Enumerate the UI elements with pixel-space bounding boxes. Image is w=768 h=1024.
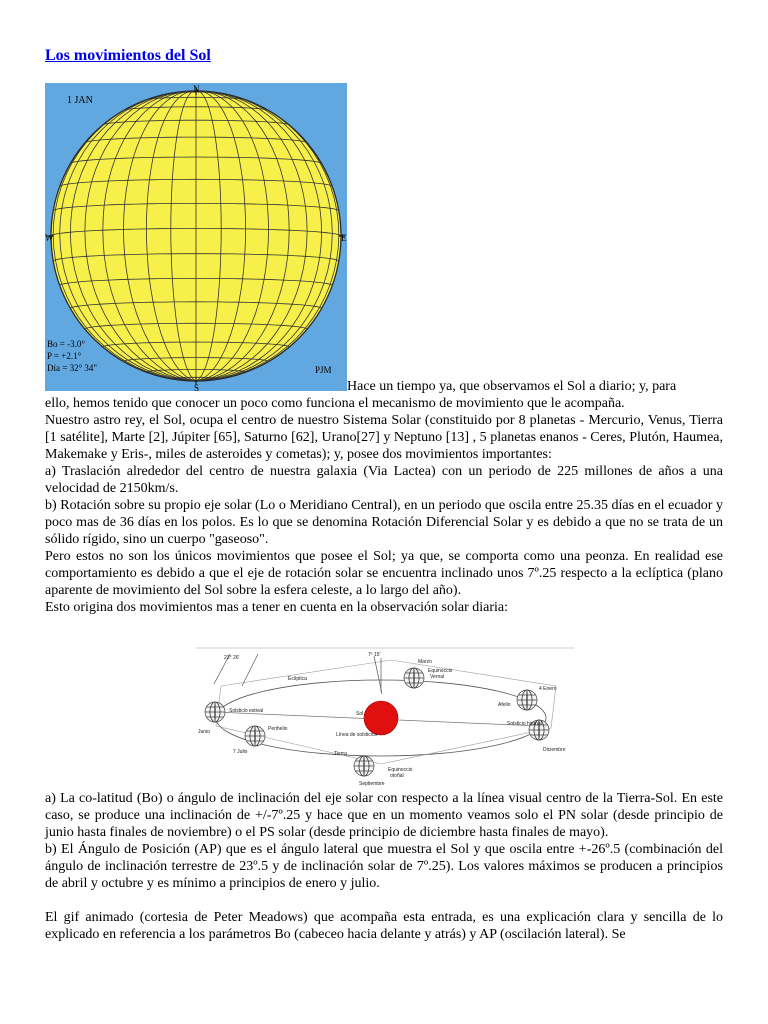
north-label: N <box>193 84 200 94</box>
autumn-equinox-label-1: Equinoccio <box>388 767 413 773</box>
july-label: 7 Julio <box>233 749 248 755</box>
paragraph: ello, hemos tenido que conocer un poco como funciona el mecanismo de movimiento que le acompaña. <box>45 396 625 411</box>
aphelion-label: Afelio <box>498 702 511 708</box>
winter-solstice-label: Solsticio hiemal <box>507 721 542 727</box>
sun-circle <box>364 701 398 735</box>
paragraph: b) Rotación sobre su propio eje solar (Lo o Meridiano Central), en un periodo que oscila entre 25.35 días en el ecuador y poco mas de 36 días en los polos. Es lo que se denomina Rotación Diferencial Solar y es debido a que no se trata de un sólido rígido, sino un cuerpo "gaseoso". <box>45 498 723 547</box>
earth-label: Tierra <box>334 751 347 757</box>
sun-label: Sol <box>356 711 364 717</box>
south-label: S <box>194 383 200 391</box>
paragraph: El gif animado (cortesia de Peter Meadows) que acompaña esta entrada, es una explicación clara y sencilla de lo explicado en referencia a los parámetros Bo (cabeceo hacia delante y atrás) y AP (oscilación lateral). Se <box>45 910 723 942</box>
june-label: Junio <box>198 729 210 735</box>
paragraph: Esto origina dos movimientos mas a tener en cuenta en la observación solar diaria: <box>45 600 509 615</box>
paragraph: Nuestro astro rey, el Sol, ocupa el centro de nuestro Sistema Solar (constituido por 8 planetas - Mercurio, Venus, Tierra [1 satélite], Marte [2], Júpiter [65], Saturno [62], Urano[27] y Neptuno [13] , 5 planetas enanos - Ceres, Plutón, Haumea, Makemake y Eris-, miles de asteroides y cometas); y, posee dos movimientos importantes: <box>45 413 723 462</box>
p-value: P = +2.1° <box>47 351 82 361</box>
ecliptic-label: Eclíptica <box>288 676 307 682</box>
september-label: Septiembre <box>359 781 385 787</box>
paragraph: a) Traslación alrededor del centro de nuestra galaxia (Via Lactea) con un periodo de 225 millones de años a una velocidad de 2150km/s. <box>45 464 723 496</box>
paragraph: b) El Ángulo de Posición (AP) que es el ángulo lateral que muestra el Sol y que oscila entre +-26º.5 (combinación del ángulo de inclinación terrestre de 23º.5 y de inclinación solar de 7º.25). Los valores máximos se producen a principios de abril y octubre y es mínimo a principios de enero y julio. <box>45 842 723 891</box>
sun-earth-orbit-diagram <box>196 646 574 788</box>
vernal-equinox-label-1: Equinoccio <box>428 668 453 674</box>
sun-tilt-label: 7º 15' <box>368 652 381 658</box>
sun-disk-image <box>45 83 347 391</box>
intro-line <box>45 378 723 395</box>
autumn-equinox-label-2: otoñal <box>390 773 404 779</box>
paragraph: Pero estos no son los únicos movimientos que posee el Sol; ya que, se comporta como una peonza. En realidad ese comportamiento es debido a que el eje de rotación solar se encuentra inclinado unos 7º.25 respecto a la eclíptica (plano aparente de movimiento del Sol sobre la esfera celeste, a lo largo del año). <box>45 549 723 598</box>
blank-line <box>45 892 723 909</box>
solstice-line-label: Línea de solsticios <box>336 732 378 738</box>
date-label: 1 JAN <box>67 95 93 106</box>
summer-solstice-label: Solsticio estival <box>229 708 264 714</box>
page-title-link[interactable]: Los movimientos del Sol <box>45 47 211 64</box>
dia-value: Día = 32° 34" <box>47 363 98 373</box>
body-text-1 <box>45 395 723 616</box>
intro-text: Hace un tiempo ya, que observamos el Sol a diario; y, para <box>347 379 677 394</box>
west-label: W <box>45 233 54 243</box>
paragraph: a) La co-latitud (Bo) o ángulo de inclinación del eje solar con respecto a la línea visual centro de la Tierra-Sol. En este caso, se produce una inclinación de +/-7º.25 y hace que en un momento veamos solo el PN solar (desde principio de junio hasta finales de noviembre) o el PS solar (desde principio de diciembre hasta finales de mayo). <box>45 791 723 840</box>
east-label: E <box>341 233 347 243</box>
bo-value: Bo = -3.0° <box>47 339 85 349</box>
december-label: Diciembre <box>543 747 566 753</box>
earth-tilt-label: 23° 26' <box>224 655 240 661</box>
vernal-equinox-label-2: Vernal <box>430 674 445 680</box>
perihelion-label: Perihelio <box>268 726 288 732</box>
body-text-2 <box>45 790 723 943</box>
credit-label: PJM <box>315 365 332 375</box>
january-label: 4 Enero <box>539 686 557 692</box>
march-label: Marzo <box>418 659 432 665</box>
